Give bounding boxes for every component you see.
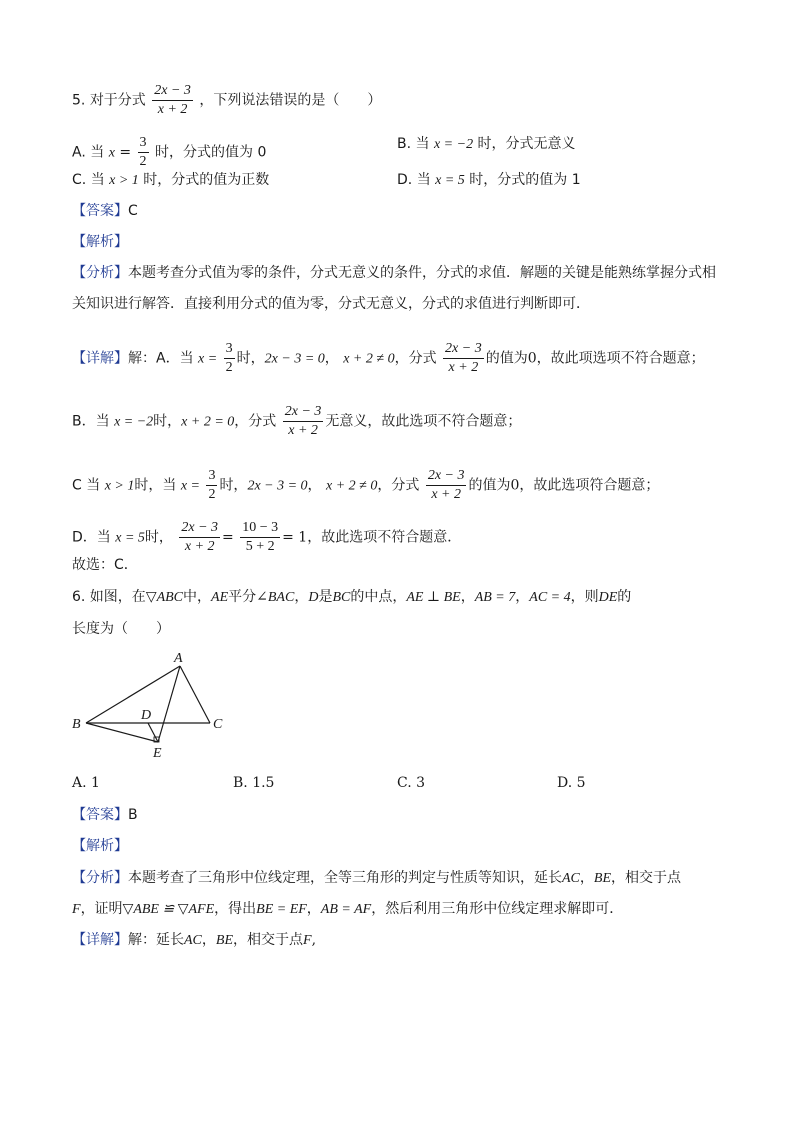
segment-ac [180,666,210,723]
q6-stem-line1: 6. 如图，在▽ABC中，AE平分∠BAC，D是BC的中点，AE ⊥ BE，AB = 7，AC = 4，则DE的 [72,589,632,605]
q6-answer: 【答案】B [72,807,138,823]
q5-fenxi-line2: 关知识进行解答．直接利用分式的值为零，分式无意义，分式的求值进行判断即可． [72,296,590,312]
q5-stem: 5. 对于分式 $\frac{2x - 3}{x + 2}$ ，下列说法错误的是（ ） [72,83,382,117]
segment-be [86,723,158,742]
label-d: D [141,708,152,723]
q5-fraction: $\frac{2x - 3}{x + 2}$ [154,83,191,117]
q5-option-c: C. 当 x > 1 时，分式的值为正数 [72,172,270,188]
label-e: E [153,746,162,761]
q6-option-b: B. 1.5 [233,775,275,791]
q5-option-b: B. 当 x = −2 时，分式无意义 [397,136,576,152]
q6-option-d: D. 5 [557,775,586,791]
q5-number: 5. [72,92,86,109]
q6-fenxi-line1: 【分析】本题考查了三角形中位线定理，全等三角形的判定与性质等知识，延长AC，BE，相交于点 [72,870,681,886]
q6-stem-line2: 长度为（ ） [72,621,170,637]
q5-fenxi-line1: 【分析】本题考查分式值为零的条件，分式无意义的条件，分式的求值．解题的关键是能熟练掌握分式相 [72,265,716,281]
label-c: C [213,717,223,732]
q5-option-a: A. 当 x = $\frac{3}{2}$ 时，分式的值为 0 [72,135,267,169]
q5-analysis-heading: 【解析】 [72,234,128,250]
q6-analysis-heading: 【解析】 [72,838,128,854]
q6-option-c: C. 3 [397,775,426,791]
label-a: A [174,651,183,666]
q5-detail-d: D．当 x = 5时， $\frac{2x - 3}{x + 2}$ = $\frac{10 - 3}{5 + 2}$ = 1，故此选项不符合题意． [72,520,462,554]
q5-detail-c: C 当 x > 1时，当 x = $\frac{3}{2}$ 时，2x − 3 = 0， x + 2 ≠ 0，分式 $\frac{2x - 3}{x + 2}$ 的值为0，故此选项符合题意； [72,468,660,502]
q5-choose: 故选：C． [72,557,138,573]
q6-fenxi-line2: F，证明▽ABE ≌ ▽AFE，得出BE = EF，AB = AF，然后利用三角形中位线定理求解即可． [72,901,624,917]
triangle-figure [68,648,238,763]
q5-answer: 【答案】C [72,203,138,219]
q5-option-d: D. 当 x = 5 时，分式的值为 1 [397,172,581,188]
label-b: B [72,717,81,732]
q5-detail-a: 【详解】解：A．当 x = $\frac{3}{2}$ 时，2x − 3 = 0， x + 2 ≠ 0，分式 $\frac{2x - 3}{x + 2}$ 的值为0，故此项选项不符合题意； [72,341,705,375]
q5-detail-b: B．当 x = −2时，x + 2 = 0，分式 $\frac{2x - 3}{x + 2}$ 无意义，故此选项不符合题意； [72,404,522,438]
q6-detail: 【详解】解：延长AC，BE，相交于点F, [72,932,317,948]
q6-option-a: A. 1 [72,775,100,791]
